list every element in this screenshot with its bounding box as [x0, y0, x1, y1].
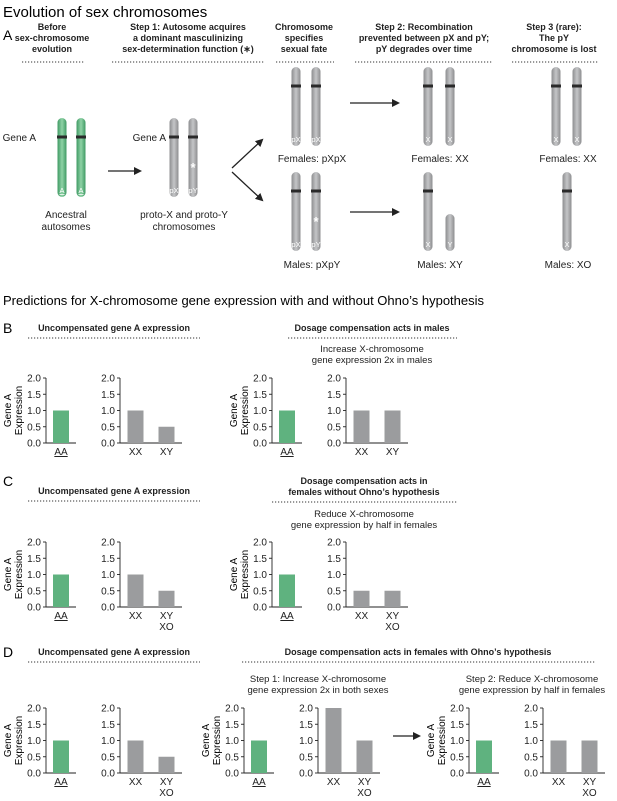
- y-tick-label: 1.5: [27, 389, 41, 401]
- x-tick-label: XO: [159, 788, 174, 799]
- bar: [385, 591, 401, 607]
- gene-a-label: Gene A: [2, 133, 36, 144]
- females-pxpx-caption: Females: pXpX: [277, 154, 347, 165]
- gene-a-band: [311, 190, 321, 193]
- y-tick-label: 1.0: [101, 406, 115, 417]
- y-axis-label: Gene A: [426, 723, 437, 758]
- gene-a-band: [572, 85, 582, 88]
- gene-a-band: [291, 190, 301, 193]
- gene-a-band: [562, 190, 572, 193]
- bar: [582, 741, 598, 774]
- panel-header: Dosage compensation acts in males: [294, 323, 450, 333]
- x-tick-label: XO: [357, 788, 372, 799]
- proto-caption: chromosomes: [152, 222, 216, 233]
- step-header: sex-chromosome: [14, 33, 90, 43]
- y-axis-label: Expression: [14, 549, 25, 600]
- panel-d: [3, 647, 605, 799]
- y-axis-label: Expression: [240, 549, 251, 600]
- y-tick-label: 2.0: [27, 373, 41, 385]
- y-tick-label: 0.0: [101, 438, 115, 450]
- y-tick-label: 1.5: [101, 719, 115, 731]
- step-header: Step 1: Autosome acquires: [130, 22, 246, 32]
- proto-caption: proto-X and proto-Y: [140, 210, 228, 221]
- step-header: Step 3 (rare):: [526, 22, 582, 32]
- gene-a-band: [445, 85, 455, 88]
- star-icon: *: [447, 618, 453, 633]
- gene-a-band: [551, 85, 561, 88]
- y-tick-label: 1.0: [327, 406, 341, 417]
- panel-header: Dosage compensation acts in females with Ohno’s hypothesis: [284, 647, 552, 657]
- y-tick-label: 0.5: [253, 586, 267, 598]
- y-tick-label: 2.0: [450, 703, 464, 715]
- panel-header: Uncompensated gene A expression: [38, 323, 190, 333]
- panel-subheader: Increase X-chromosome: [320, 344, 424, 355]
- bar-chart: [101, 374, 182, 459]
- y-tick-label: 2.0: [253, 537, 267, 549]
- y-axis-label: Gene A: [201, 723, 212, 758]
- x-tick-label: AA: [280, 611, 294, 622]
- gray-chromosome: [445, 67, 455, 146]
- bar: [251, 741, 267, 774]
- y-tick-label: 0.5: [101, 752, 115, 764]
- y-tick-label: 1.5: [101, 389, 115, 401]
- y-tick-label: 1.0: [327, 570, 341, 581]
- y-tick-label: 1.0: [27, 406, 41, 417]
- y-tick-label: 0.0: [450, 768, 464, 780]
- bar: [476, 741, 492, 774]
- y-tick-label: 0.5: [27, 422, 41, 434]
- bar: [357, 741, 373, 774]
- y-tick-label: 2.0: [327, 537, 341, 549]
- bar-chart: [3, 704, 76, 789]
- y-tick-label: 1.5: [327, 389, 341, 401]
- females-xx-caption: Females: XX: [539, 154, 597, 165]
- panel-subheader: Reduce X-chromosome: [314, 509, 414, 520]
- y-axis-label: Gene A: [3, 557, 14, 592]
- bar-chart: [229, 538, 302, 623]
- panel-subheader: gene expression by half in females: [458, 685, 606, 696]
- step-header: chromosome is lost: [511, 44, 597, 54]
- y-tick-label: 1.5: [225, 719, 239, 731]
- y-tick-label: 0.0: [27, 438, 41, 450]
- panel-subheader: Step 2: Reduce X-chromosome: [465, 674, 599, 685]
- y-axis-label: Expression: [14, 385, 25, 436]
- y-tick-label: 0.0: [101, 768, 115, 780]
- panel-subheader: gene expression by half in females: [290, 520, 438, 531]
- bar: [326, 708, 342, 773]
- y-tick-label: 1.5: [27, 719, 41, 731]
- y-tick-label: 0.0: [524, 768, 538, 780]
- bar-chart: [524, 704, 605, 800]
- x-tick-label: XO: [385, 622, 400, 633]
- figure-title: Evolution of sex chromosomes: [3, 4, 208, 21]
- gene-a-band: [169, 136, 179, 139]
- bar: [159, 427, 175, 443]
- gray-chromosome: [423, 172, 433, 251]
- y-tick-label: 1.5: [299, 719, 313, 731]
- y-tick-label: 0.0: [225, 768, 239, 780]
- y-tick-label: 0.0: [27, 602, 41, 614]
- bar: [159, 757, 175, 773]
- y-tick-label: 2.0: [101, 703, 115, 715]
- bar: [279, 575, 295, 608]
- x-tick-label: XX: [128, 777, 143, 788]
- gene-a-band: [423, 85, 433, 88]
- bar-chart: [327, 374, 408, 459]
- y-tick-label: 0.5: [101, 422, 115, 434]
- panel-header: Uncompensated gene A expression: [38, 486, 190, 496]
- step-header: Step 2: Recombination: [375, 22, 473, 32]
- bar: [385, 411, 401, 444]
- y-tick-label: 1.0: [450, 736, 464, 747]
- x-tick-label: XY: [159, 777, 174, 788]
- x-tick-label: XO: [159, 622, 174, 633]
- y-tick-label: 1.5: [101, 553, 115, 565]
- gray-chromosome: [311, 172, 321, 251]
- chromosome-label: Y: [447, 240, 453, 249]
- green-chromosome: [57, 118, 67, 197]
- predictions-subtitle: Predictions for X-chromosome gene expression with and without Ohno’s hypothesis: [3, 293, 485, 308]
- y-tick-label: 2.0: [101, 373, 115, 385]
- panel-b-letter: B: [3, 320, 13, 336]
- y-tick-label: 1.0: [27, 570, 41, 581]
- y-tick-label: 1.5: [27, 553, 41, 565]
- panel-header: Dosage compensation acts in: [300, 476, 428, 486]
- y-tick-label: 0.5: [27, 586, 41, 598]
- step-header: pY degrades over time: [375, 44, 473, 54]
- bar: [128, 575, 144, 608]
- x-tick-label: XY: [357, 777, 372, 788]
- x-tick-label: AA: [477, 777, 491, 788]
- bar: [551, 741, 567, 774]
- panel-a-letter: A: [3, 27, 13, 43]
- y-tick-label: 2.0: [101, 537, 115, 549]
- y-tick-label: 1.0: [253, 406, 267, 417]
- y-tick-label: 0.0: [101, 602, 115, 614]
- y-tick-label: 1.5: [450, 719, 464, 731]
- x-tick-label: XY: [159, 447, 174, 458]
- step-header: specifies: [284, 33, 324, 43]
- chromosome-label: pY: [311, 240, 321, 249]
- gene-a-band: [188, 136, 198, 139]
- chromosome-label: X: [447, 135, 453, 144]
- gray-chromosome: [551, 67, 561, 146]
- x-tick-label: XX: [326, 777, 341, 788]
- y-tick-label: 0.0: [327, 602, 341, 614]
- panel-b: [3, 323, 457, 458]
- x-tick-label: XX: [551, 777, 566, 788]
- panel-c: [3, 476, 458, 633]
- y-tick-label: 0.5: [101, 586, 115, 598]
- step-header: sexual fate: [280, 44, 328, 54]
- gray-chromosome: [291, 67, 301, 146]
- y-tick-label: 1.0: [27, 736, 41, 747]
- panel-c-letter: C: [3, 473, 14, 489]
- y-tick-label: 1.0: [299, 736, 313, 747]
- y-tick-label: 1.5: [524, 719, 538, 731]
- step-header: Chromosome: [274, 22, 334, 32]
- y-tick-label: 2.0: [253, 373, 267, 385]
- bar-chart: [229, 374, 302, 459]
- chromosome-label: X: [574, 135, 580, 144]
- y-tick-label: 0.0: [253, 602, 267, 614]
- step-header: Before: [37, 22, 67, 32]
- y-tick-label: 0.5: [327, 422, 341, 434]
- chromosome-label: X: [425, 240, 431, 249]
- panel-a-headers: [15, 22, 598, 62]
- star-icon: *: [190, 160, 196, 175]
- green-chromosome: [76, 118, 86, 197]
- y-tick-label: 2.0: [299, 703, 313, 715]
- bar: [279, 411, 295, 444]
- x-tick-label: AA: [280, 447, 294, 458]
- bar: [128, 741, 144, 774]
- chromosome-label: X: [425, 135, 431, 144]
- x-tick-label: XX: [354, 447, 369, 458]
- gene-a-band: [423, 190, 433, 193]
- gray-chromosome: [169, 118, 179, 197]
- bar-chart: [201, 704, 274, 789]
- x-tick-label: XY: [385, 611, 400, 622]
- y-tick-label: 0.5: [450, 752, 464, 764]
- y-tick-label: 0.0: [27, 768, 41, 780]
- gene-a-band: [291, 85, 301, 88]
- y-axis-label: Gene A: [3, 723, 14, 758]
- y-tick-label: 2.0: [327, 373, 341, 385]
- panel-subheader: gene expression 2x in both sexes: [247, 685, 389, 696]
- y-tick-label: 1.5: [253, 389, 267, 401]
- y-tick-label: 1.0: [101, 570, 115, 581]
- bar: [53, 411, 69, 444]
- arrow: [232, 140, 262, 168]
- chromosome-label: X: [553, 135, 559, 144]
- bar: [53, 575, 69, 608]
- bar-chart: [327, 538, 408, 634]
- bar: [53, 741, 69, 774]
- x-tick-label: XO: [582, 788, 597, 799]
- y-tick-label: 0.0: [299, 768, 313, 780]
- x-tick-label: XX: [128, 447, 143, 458]
- x-tick-label: XY: [582, 777, 597, 788]
- panel-header: Uncompensated gene A expression: [38, 647, 190, 657]
- y-tick-label: 1.0: [253, 570, 267, 581]
- gray-chromosome: [188, 118, 198, 197]
- y-axis-label: Gene A: [229, 557, 240, 592]
- bar-chart: [426, 704, 499, 789]
- y-tick-label: 1.5: [327, 553, 341, 565]
- x-tick-label: AA: [54, 447, 68, 458]
- y-tick-label: 0.5: [253, 422, 267, 434]
- chromosome-label: pX: [291, 240, 301, 249]
- panel-d-letter: D: [3, 644, 14, 660]
- x-tick-label: AA: [252, 777, 266, 788]
- y-tick-label: 2.0: [225, 703, 239, 715]
- y-tick-label: 2.0: [524, 703, 538, 715]
- step-header: prevented between pX and pY;: [358, 33, 490, 43]
- chromosome-label: pX: [169, 186, 179, 195]
- bar: [354, 591, 370, 607]
- bar: [354, 411, 370, 444]
- gene-a-band: [311, 85, 321, 88]
- males-xo-caption: Males: XO: [544, 260, 592, 271]
- y-tick-label: 1.0: [225, 736, 239, 747]
- y-axis-label: Expression: [14, 715, 25, 766]
- step-header: sex-determination function (∗): [122, 44, 254, 54]
- chromosome-label: X: [564, 240, 570, 249]
- bar-chart: [299, 704, 380, 800]
- x-tick-label: XY: [385, 447, 400, 458]
- panel-header: females without Ohno’s hypothesis: [288, 487, 440, 497]
- y-axis-label: Expression: [437, 715, 448, 766]
- x-tick-label: XY: [159, 611, 174, 622]
- y-tick-label: 0.5: [27, 752, 41, 764]
- gene-a-band: [76, 136, 86, 139]
- panel-subheader: gene expression 2x in males: [311, 355, 433, 366]
- y-tick-label: 1.0: [101, 736, 115, 747]
- x-tick-label: XX: [128, 611, 143, 622]
- chromosome-label: pX: [291, 135, 301, 144]
- bar: [159, 591, 175, 607]
- bar: [128, 411, 144, 444]
- gray-chromosome: [572, 67, 582, 146]
- step-header: The pY: [538, 33, 570, 43]
- gene-a-band: [57, 136, 67, 139]
- gray-chromosome: [562, 172, 572, 251]
- gene-a-label: Gene A: [132, 133, 166, 144]
- y-tick-label: 0.0: [327, 438, 341, 450]
- panel-subheader: Step 1: Increase X-chromosome: [249, 674, 387, 685]
- y-axis-label: Expression: [240, 385, 251, 436]
- y-tick-label: 0.5: [225, 752, 239, 764]
- x-tick-label: AA: [54, 611, 68, 622]
- gray-chromosome: [423, 67, 433, 146]
- ancestral-caption: autosomes: [41, 222, 91, 233]
- bar-chart: [3, 538, 76, 623]
- x-tick-label: AA: [54, 777, 68, 788]
- males-xy-caption: Males: XY: [417, 260, 463, 271]
- males-pxpy-caption: Males: pXpY: [283, 260, 341, 271]
- y-tick-label: 0.5: [524, 752, 538, 764]
- y-axis-label: Expression: [212, 715, 223, 766]
- females-xx-caption: Females: XX: [411, 154, 469, 165]
- x-tick-label: XX: [354, 611, 369, 622]
- y-tick-label: 2.0: [27, 703, 41, 715]
- chromosome-label: pY: [188, 186, 198, 195]
- y-tick-label: 2.0: [27, 537, 41, 549]
- y-tick-label: 0.5: [299, 752, 313, 764]
- step-header: evolution: [32, 44, 72, 54]
- bar-chart: [101, 538, 182, 634]
- chromosome-label: pX: [311, 135, 321, 144]
- y-tick-label: 1.5: [253, 553, 267, 565]
- y-axis-label: Gene A: [229, 393, 240, 428]
- y-tick-label: 1.0: [524, 736, 538, 747]
- arrow: [232, 172, 262, 200]
- gray-chromosome: [311, 67, 321, 146]
- star-icon: *: [313, 214, 319, 229]
- y-tick-label: 0.0: [253, 438, 267, 450]
- y-tick-label: 0.5: [327, 586, 341, 598]
- step-header: a dominant masculinizing: [132, 33, 244, 43]
- chromosome-label: A: [78, 186, 84, 195]
- ancestral-caption: Ancestral: [45, 210, 87, 221]
- chromosome-label: A: [59, 186, 65, 195]
- y-axis-label: Gene A: [3, 393, 14, 428]
- gray-chromosome: [291, 172, 301, 251]
- bar-chart: [101, 704, 182, 800]
- bar-chart: [3, 374, 76, 459]
